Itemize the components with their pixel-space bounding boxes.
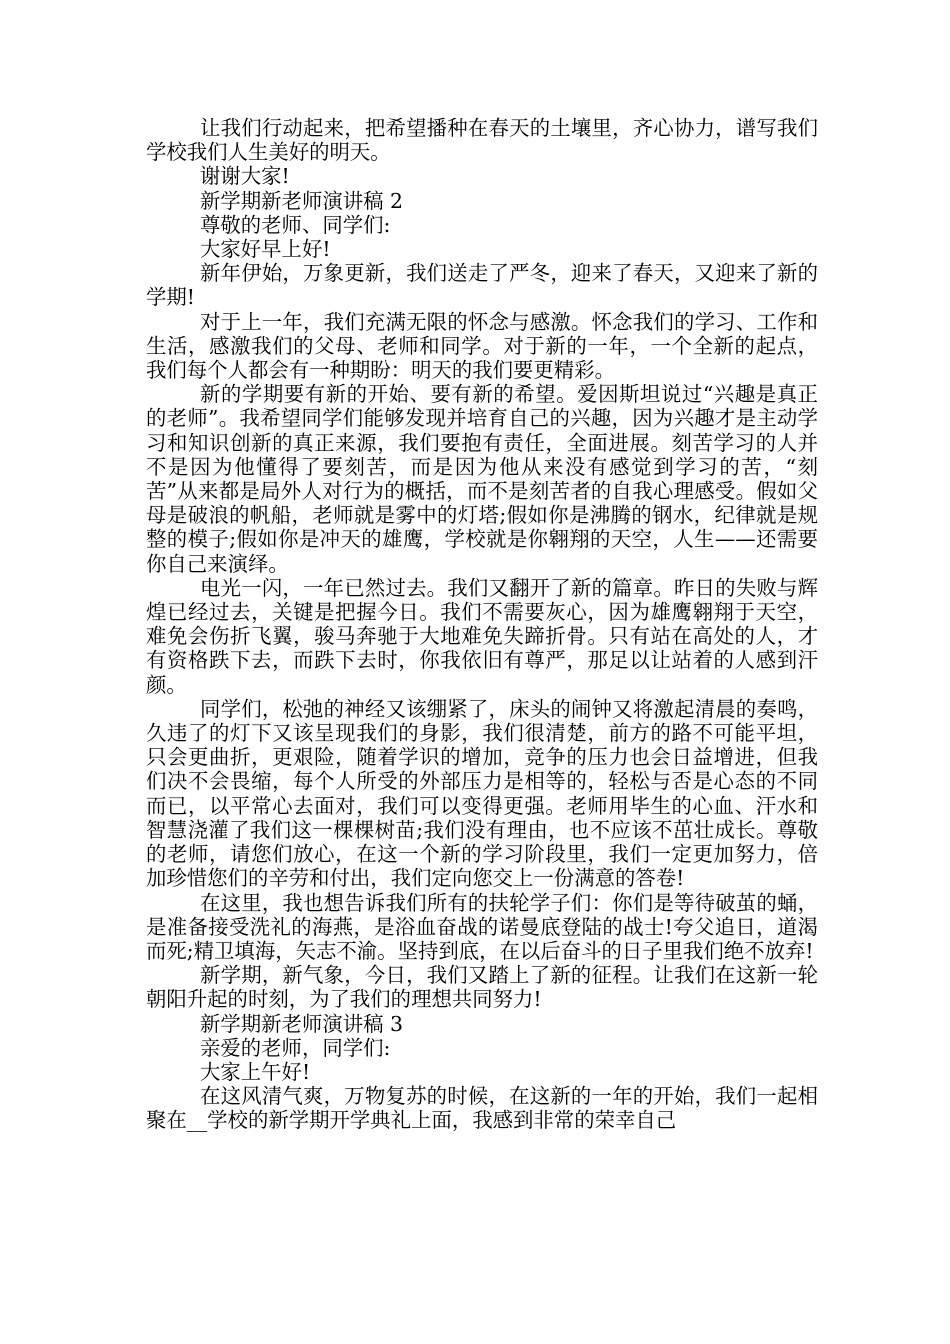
paragraph: 新的学期要有新的开始、要有新的希望。爱因斯坦说过“兴趣是真正的老师”。我希望同学们能够发现并培育自己的兴趣，因为兴趣才是主动学习和知识创新的真正来源，我们要抱有责任，全面进展。刻苦学习的人并不是因为他懂得了要刻苦，而是因为他从来没有感觉到学习的苦，“刻苦”从来都是局外人对行为的概括，而不是刻苦者的自我心理感受。假如父母是破浪的帆船，老师就是雾中的灯塔;假如你是沸腾的钢水，纪律就是规整的模子;假如你是冲天的雄鹰，学校就是你翱翔的天空，人生——还需要你自己来演绎。 xyxy=(146,382,818,576)
salutation: 亲爱的老师，同学们: xyxy=(200,1035,391,1060)
paragraph: 在这里，我也想告诉我们所有的扶轮学子们：你们是等待破茧的蛹，是准备接受洗礼的海燕，是浴血奋战的诺曼底登陆的战士!夸父追日，道渴而死;精卫填海，矢志不渝。坚持到底，在以后奋斗的日子里我们绝不放弃! xyxy=(146,890,818,963)
section-heading: 新学期新老师演讲稿 2 xyxy=(200,188,403,213)
salutation: 尊敬的老师、同学们: xyxy=(200,212,391,237)
greeting: 大家好早上好! xyxy=(200,237,331,262)
document-page xyxy=(146,116,818,1133)
section-heading: 新学期新老师演讲稿 3 xyxy=(200,1011,403,1036)
paragraph: 谢谢大家! xyxy=(200,164,290,189)
paragraph: 新年伊始，万象更新，我们送走了严冬，迎来了春天，又迎来了新的学期! xyxy=(146,261,818,310)
paragraph: 在这风清气爽，万物复苏的时候，在这新的一年的开始，我们一起相聚在__学校的新学期开学典礼上面，我感到非常的荣幸自己 xyxy=(146,1084,818,1133)
paragraph: 对于上一年，我们充满无限的怀念与感激。怀念我们的学习、工作和生活，感激我们的父母、老师和同学。对于新的一年，一个全新的起点，我们每个人都会有一种期盼：明天的我们要更精彩。 xyxy=(146,309,818,383)
paragraph: 让我们行动起来，把希望播种在春天的土壤里，齐心协力，谱写我们学校我们人生美好的明天。 xyxy=(146,116,818,165)
paragraph: 电光一闪，一年已然过去。我们又翻开了新的篇章。昨日的失败与辉煌已经过去，关键是把握今日。我们不需要灰心，因为雄鹰翱翔于天空，难免会伤折飞翼，骏马奔驰于大地难免失蹄折骨。只有站在高处的人，才有资格跌下去，而跌下去时，你我依旧有尊严，那足以让站着的人感到汗颜。 xyxy=(146,575,818,697)
greeting: 大家上午好! xyxy=(200,1059,311,1084)
paragraph: 新学期，新气象，今日，我们又踏上了新的征程。让我们在这新一轮朝阳升起的时刻，为了我们的理想共同努力! xyxy=(146,963,818,1012)
paragraph: 同学们，松弛的神经又该绷紧了，床头的闹钟又将激起清晨的奏鸣，久违了的灯下又该呈现我们的身影，我们很清楚，前方的路不可能平坦，只会更曲折，更艰险，随着学识的增加，竞争的压力也会日益增进，但我们决不会畏缩，每个人所受的外部压力是相等的，轻松与否是心态的不同而已，以平常心去面对，我们可以变得更强。老师用毕生的心血、汗水和智慧浇灌了我们这一棵棵树苗;我们没有理由，也不应该不茁壮成长。尊敬的老师，请您们放心，在这一个新的学习阶段里，我们一定更加努力，倍加珍惜您们的辛劳和付出，我们定向您交上一份满意的答卷! xyxy=(146,696,818,891)
